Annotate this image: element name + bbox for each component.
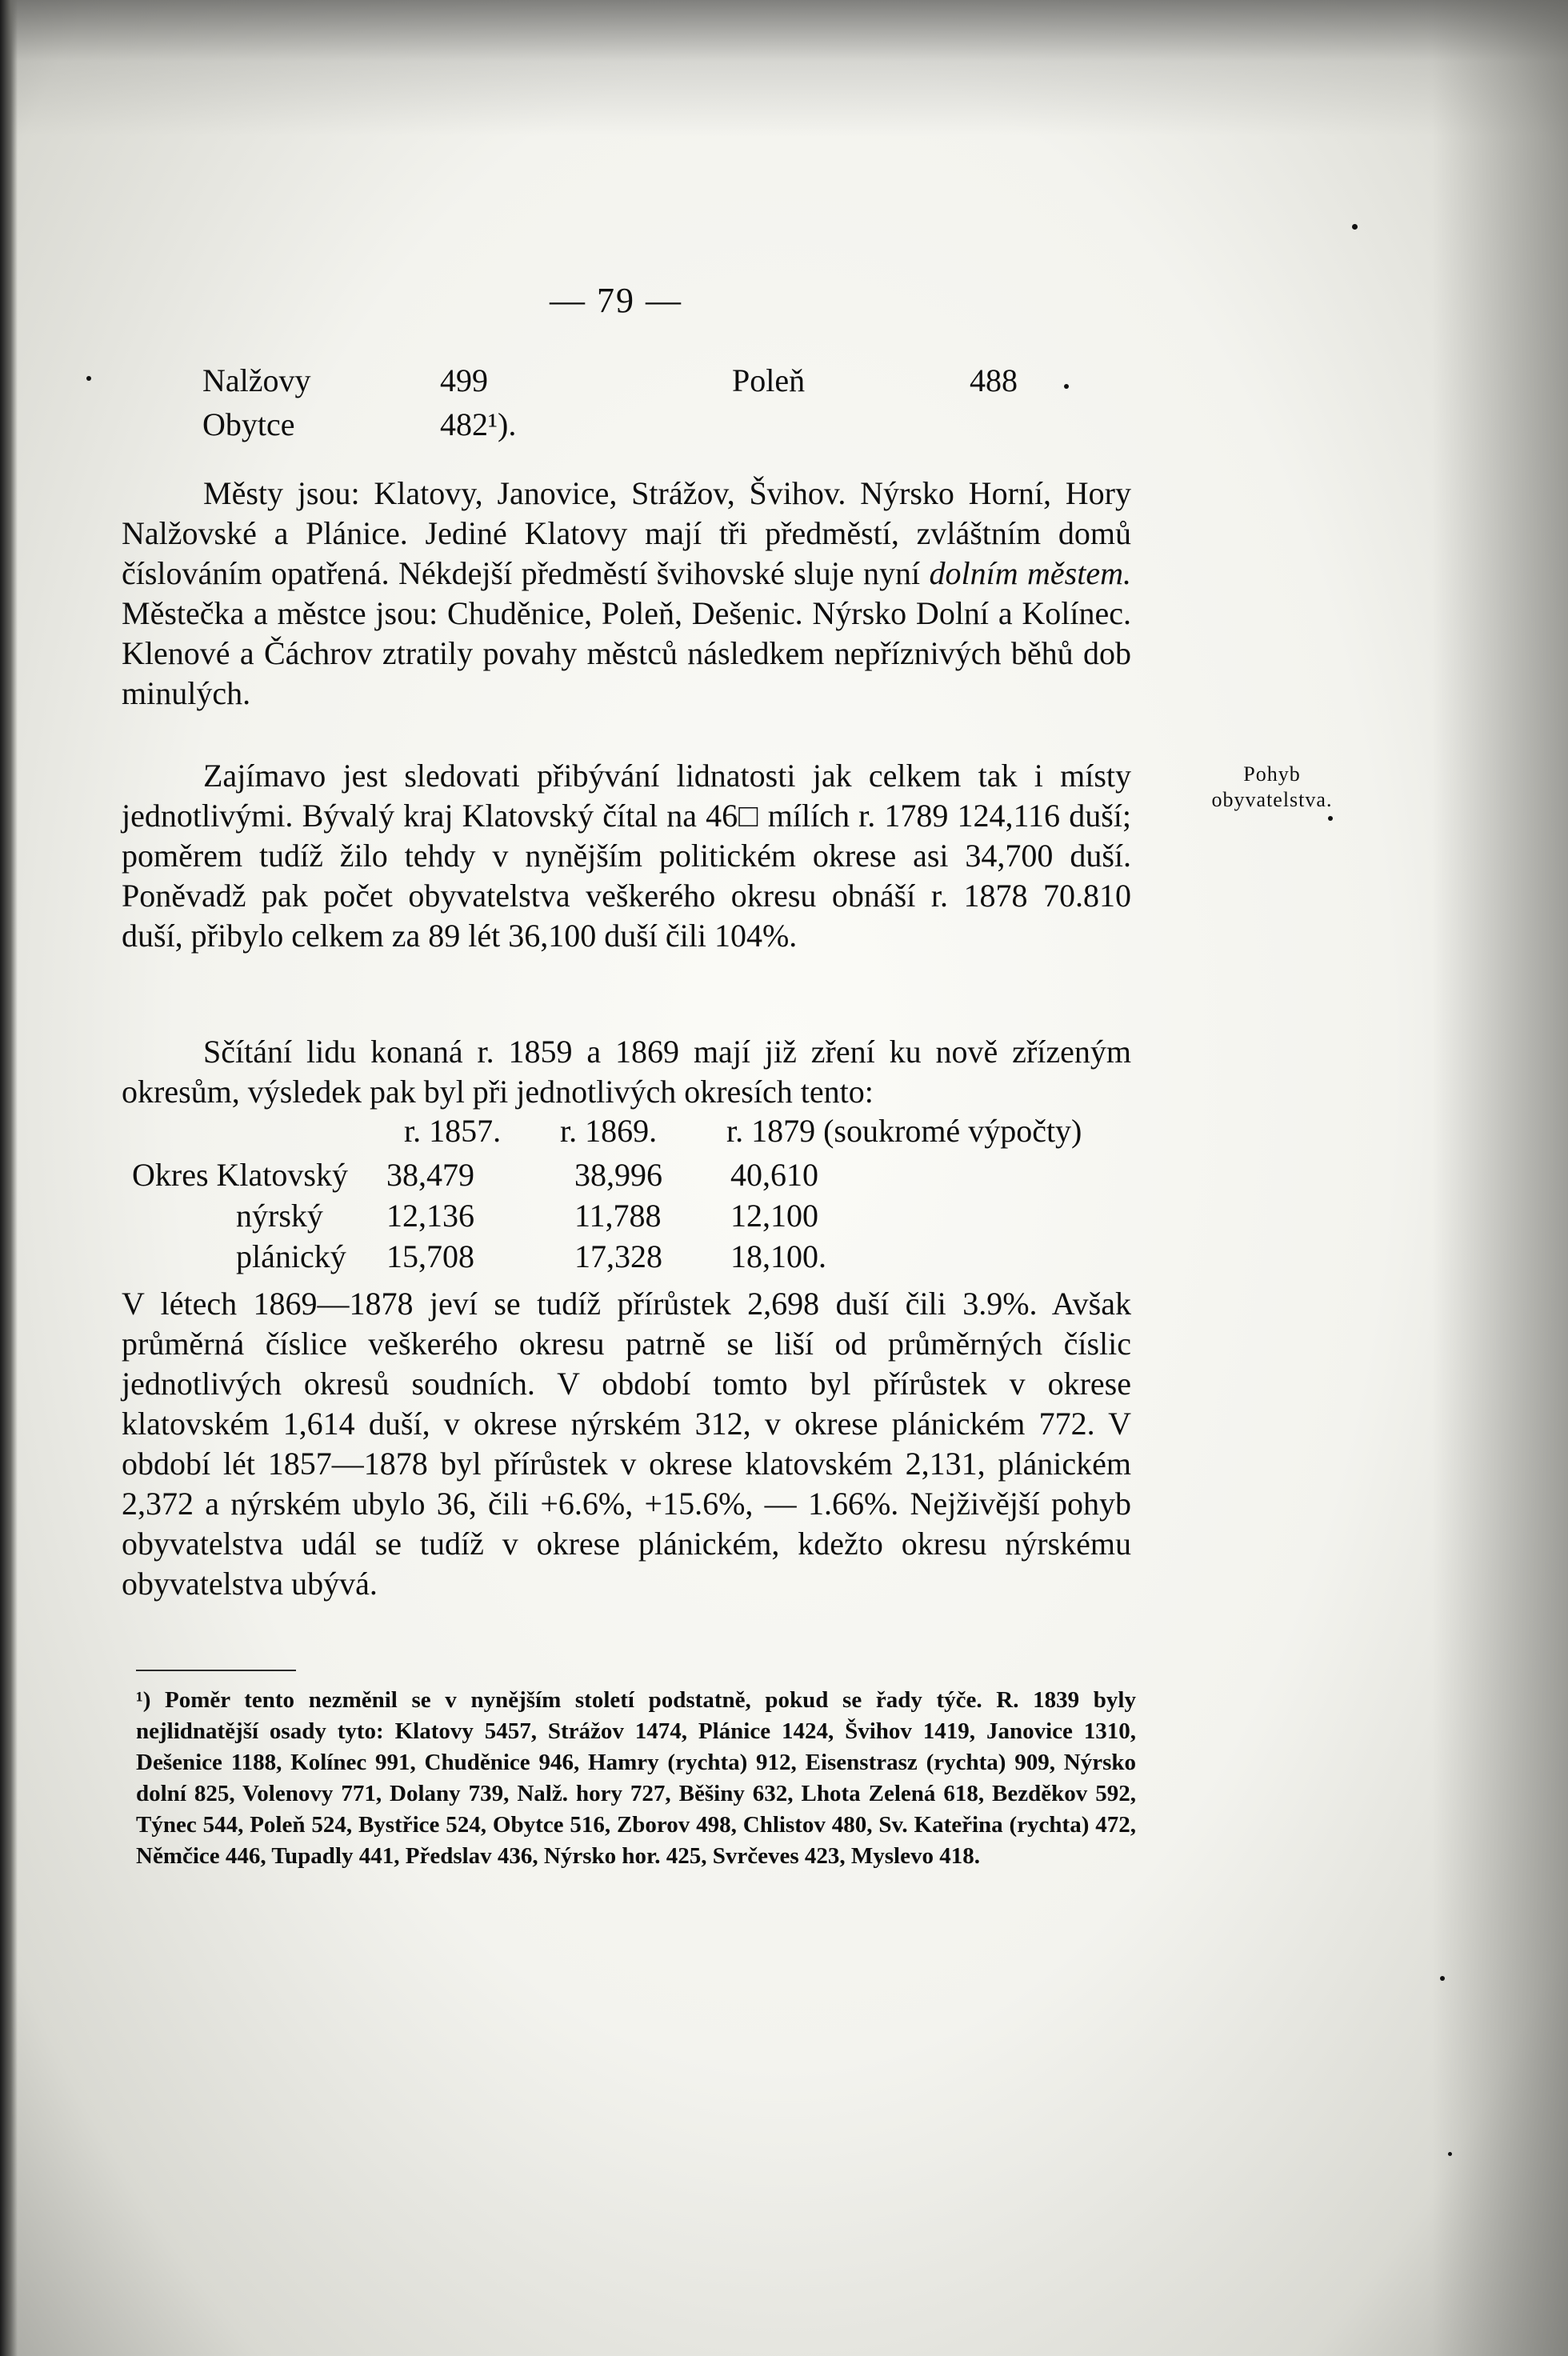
- census-value: 18,100.: [730, 1238, 826, 1274]
- footnote-divider: [136, 1670, 296, 1671]
- dust-speck: [1328, 816, 1333, 821]
- town-name: Poleň: [732, 362, 806, 398]
- census-label: Okres Klatovský: [132, 1157, 348, 1193]
- paragraph-text: Sčítání lidu konaná r. 1859 a 1869 mají již zření ku nově zřízeným okresům, výsledek pak byl při jednotlivých okresích tento:: [122, 1034, 1131, 1110]
- town-value: 499: [440, 362, 488, 398]
- dust-speck: [1448, 2152, 1452, 2156]
- census-value: 12,136: [386, 1198, 474, 1234]
- census-column-header: r. 1879 (soukromé výpočty): [726, 1113, 1082, 1149]
- paragraph-text: V létech 1869—1878 jeví se tudíž přírůstek 2,698 duší čili 3.9%. Avšak průměrná číslice veškerého okresu patrně se liší od průměrných číslic jednotlivých okresů soudních. V období tomto byl přírůstek v okrese klatovském 1,614 duší, v okrese nýrském 312, v okrese plánickém 772. V období lét 1857—1878 byl přírůstek v okrese klatovském 2,131, plánickém 2,372 a nýrském ubylo 36, čili +6.6%, +15.6%, — 1.66%. Nejživější pohyb obyvatelstva udál se tudíž v okrese plánickém, kdežto okresu nýrskému obyvatelstva ubývá.: [122, 1286, 1131, 1602]
- town-value: 488: [970, 362, 1018, 398]
- population-row: [0, 362, 1120, 402]
- town-name: Nalžovy: [202, 362, 311, 398]
- census-label: nýrský: [236, 1198, 323, 1234]
- census-value: 15,708: [386, 1238, 474, 1274]
- margin-note-line: Pohyb: [1243, 762, 1301, 786]
- dust-speck: [1352, 224, 1358, 230]
- town-name: Obytce: [202, 406, 295, 442]
- paragraph-census-intro: [122, 1032, 1131, 1112]
- paragraph-towns: [122, 474, 1131, 714]
- census-header: [0, 1112, 1136, 1152]
- census-label: plánický: [236, 1238, 346, 1274]
- paragraph-text: Zajímavo jest sledovati přibývání lidnatosti jak celkem tak i místy jednotlivými. Bývalý kraj Klatovský čítal na 46□ mílích r. 1789 124,116 duší; poměrem tudíž žilo tehdy v nynějším politickém okrese asi 34,700 duší. Poněvadž pak počet obyvatelstva veškerého okresu obnáší r. 1878 70.810 duší, přibylo celkem za 89 lét 36,100 duší čili 104%.: [122, 758, 1131, 954]
- page-shadow-top: [0, 0, 1568, 136]
- paragraph-growth: [122, 756, 1131, 956]
- paragraph-italic: dolním městem.: [929, 555, 1131, 591]
- census-value: 38,996: [574, 1157, 662, 1193]
- census-value: 12,100: [730, 1198, 818, 1234]
- census-value: 11,788: [574, 1198, 662, 1234]
- page-shadow-right: [1432, 0, 1568, 2356]
- census-value: 40,610: [730, 1157, 818, 1193]
- census-row: [0, 1156, 1136, 1196]
- census-row: [0, 1197, 1136, 1237]
- margin-note-line: obyvatelstva.: [1211, 788, 1333, 811]
- census-column-header: r. 1869.: [560, 1113, 658, 1149]
- population-row: [0, 406, 1120, 446]
- page-number: — 79 —: [550, 281, 682, 320]
- paragraph-analysis: [122, 1284, 1131, 1604]
- dust-speck: [1440, 1976, 1445, 1981]
- census-column-header: r. 1857.: [404, 1113, 502, 1149]
- margin-note: [1152, 762, 1392, 813]
- town-value: 482¹).: [440, 406, 517, 442]
- census-value: 38,479: [386, 1157, 474, 1193]
- paragraph-text: Městečka a městce jsou: Chuděnice, Poleň, Dešenic. Nýrsko Dolní a Kolínec. Klenové a Čáchrov ztratily povahy městců následkem nepříznivých běhů dob minulých.: [122, 595, 1131, 711]
- paragraph-text: Městy jsou: Klatovy, Janovice, Strážov, Švihov. Nýrsko Horní, Hory Nalžovské a Plánice. Jediné Klatovy mají tři předměstí, zvláštním domů číslováním opatřená. Nékdejší předměstí švihovské sluje nyní: [122, 475, 1131, 591]
- footnote: ¹) Poměr tento nezměnil se v nynějším století podstatně, pokud se řady týče. R. 1839 byly nejlidnatější osady tyto: Klatovy 5457, Strážov 1474, Plánice 1424, Švihov 1419, Janovice 1310, Dešenice 1188, Kolínec 991, Chuděnice 946, Hamry (rychta) 912, Eisenstrasz (rychta) 909, Nýrsko dolní 825, Volenovy 771, Dolany 739, Nalž. hory 727, Běšiny 632, Lhota Zelená 618, Bezděkov 592, Týnec 544, Poleň 524, Bystřice 524, Obytce 516, Zborov 498, Chlistov 480, Sv. Kateřina (rychta) 472, Němčice 446, Tupadly 441, Předslav 436, Nýrsko hor. 425, Svrčeves 423, Myslevo 418.: [136, 1687, 1136, 1869]
- census-value: 17,328: [574, 1238, 662, 1274]
- census-row: [0, 1238, 1136, 1278]
